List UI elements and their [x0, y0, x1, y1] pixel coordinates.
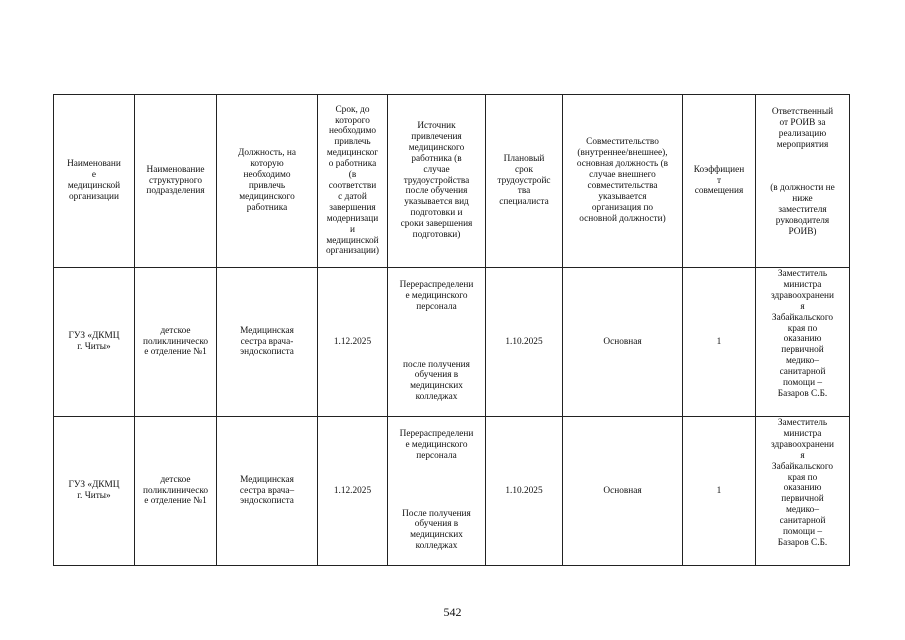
table-row	[54, 417, 850, 566]
table-row	[54, 268, 850, 417]
cell-responsible: Заместитель министра здравоохранени я Забайкальского края по оказанию первичной медико– санитарной помощи – Базаров С.Б.	[756, 268, 850, 417]
cell-coefficient: 1	[683, 417, 756, 566]
header-deadline: Срок, до которого необходимо привлечь медицинског о работника (в соответстви с датой завершения модернизаци и медицинской организации)	[318, 95, 388, 268]
cell-hire-date: 1.10.2025	[486, 417, 563, 566]
cell-unit: детское поликлиническо е отделение №1	[135, 268, 217, 417]
header-combination: Совместительство (внутреннее/внешнее), основная должность (в случае внешнего совместительства указывается организация по основной должности)	[563, 95, 683, 268]
cell-position: Медицинская сестра врача- эндоскописта	[217, 268, 318, 417]
header-coefficient: Коэффициен т совмещения	[683, 95, 756, 268]
header-row	[54, 95, 850, 268]
cell-coefficient: 1	[683, 268, 756, 417]
page-number: 542	[443, 605, 462, 619]
cell-responsible: Заместитель министра здравоохранени я Забайкальского края по оказанию первичной медико– санитарной помощи – Базаров С.Б.	[756, 417, 850, 566]
header-unit: Наименование структурного подразделения	[135, 95, 217, 268]
cell-combination: Основная	[563, 417, 683, 566]
cell-org: ГУЗ «ДКМЦ г. Читы»	[54, 417, 135, 566]
header-source: Источник привлечения медицинского работника (в случае трудоустройства после обучения указывается вид подготовки и сроки завершения подготовки)	[388, 95, 486, 268]
cell-source-training: После получения обучения в медицинских колледжах	[402, 508, 471, 552]
cell-source	[388, 417, 486, 566]
cell-source-main: Перераспределени е медицинского персонала	[399, 279, 474, 312]
header-hire-date: Плановый срок трудоустройс тва специалиста	[486, 95, 563, 268]
cell-deadline: 1.12.2025	[318, 417, 388, 566]
cell-source-main: Перераспределени е медицинского персонала	[399, 428, 474, 461]
cell-combination: Основная	[563, 268, 683, 417]
header-responsible	[756, 95, 850, 268]
header-responsible-title: Ответственный от РОИВ за реализацию мероприятия	[771, 106, 834, 150]
header-org: Наименовани е медицинской организации	[54, 95, 135, 268]
cell-unit: детское поликлиническо е отделение №1	[135, 417, 217, 566]
cell-hire-date: 1.10.2025	[486, 268, 563, 417]
cell-position: Медицинская сестра врача– эндоскописта	[217, 417, 318, 566]
cell-source-training: после получения обучения в медицинских колледжах	[403, 359, 470, 403]
staffing-table	[53, 94, 850, 566]
cell-deadline: 1.12.2025	[318, 268, 388, 417]
header-responsible-note: (в должности не ниже заместителя руководителя РОИВ)	[770, 183, 835, 238]
cell-source	[388, 268, 486, 417]
cell-org: ГУЗ «ДКМЦ г. Читы»	[54, 268, 135, 417]
header-position: Должность, на которую необходимо привлечь медицинского работника	[217, 95, 318, 268]
